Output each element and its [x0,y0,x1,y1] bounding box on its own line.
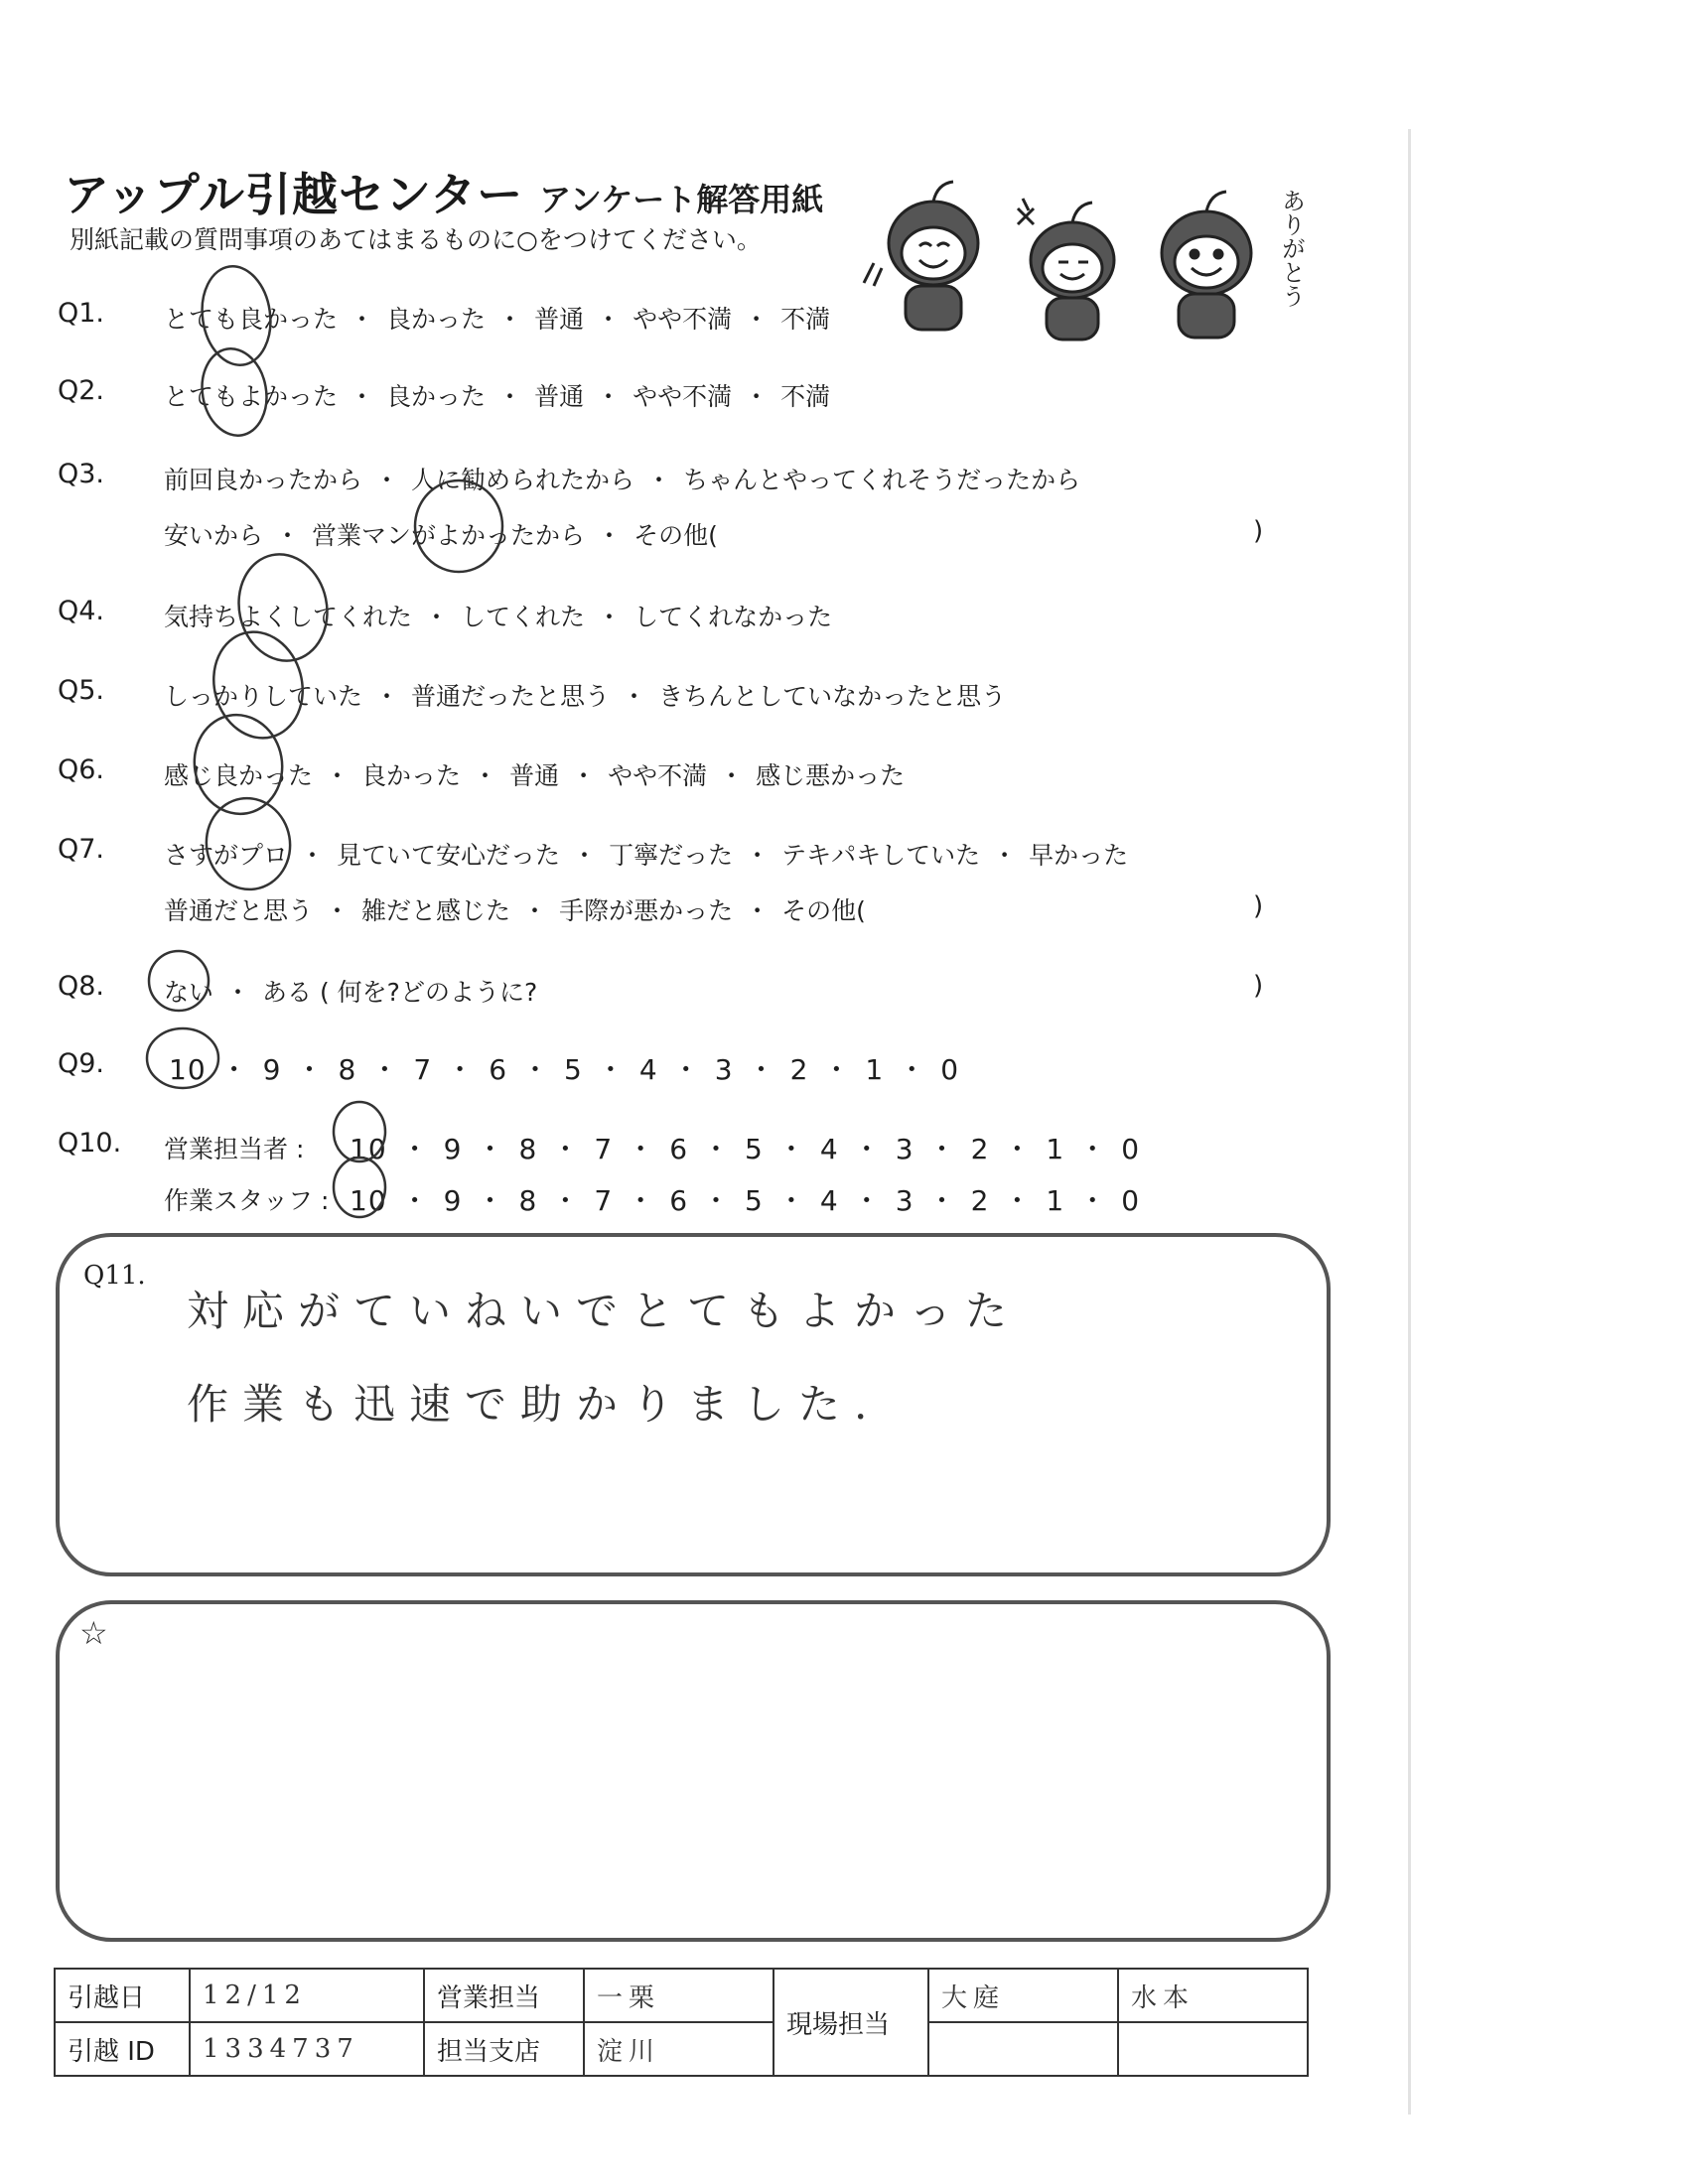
q10-sales-score[interactable]: ・ 4 [764,1133,839,1165]
q10-sales-score[interactable]: ・ 1 [989,1133,1064,1165]
q9-score[interactable]: ・ 2 [734,1053,809,1086]
q10-staff-score[interactable]: ・ 6 [613,1184,688,1217]
q9-score[interactable]: ・ 9 [207,1053,282,1086]
q10-staff-score[interactable]: ・ 2 [914,1184,990,1217]
q7-option[interactable]: 普通だと思う [164,896,314,925]
star-label: ☆ [79,1614,108,1652]
q4-option[interactable]: ・ してくれなかった [585,603,832,631]
q2-option[interactable]: ・ 良かった [338,382,486,411]
q6-option[interactable]: ・ 普通 [461,761,559,790]
move-id-value: 1334737 [190,2022,424,2076]
q10-sales-score[interactable]: ・ 2 [914,1133,990,1165]
q10-staff-score[interactable]: ・ 9 [387,1184,463,1217]
q5-option[interactable]: しっかりしていた [164,682,363,711]
q7-option[interactable]: ・ 手際が悪かった [510,896,733,925]
q3-option[interactable]: 前回良かったから [164,466,363,494]
q10-sales-score[interactable]: ・ 8 [462,1133,537,1165]
q1-option[interactable]: ・ 普通 [486,305,584,334]
q3-options-line1 [164,461,1080,496]
site-label: 現場担当 [774,1969,928,2076]
q7-other-close: ) [1253,891,1264,921]
monkey-mascots-illustration [854,169,1321,347]
q2-option[interactable]: とてもよかった [164,382,339,411]
q10-staff-score[interactable]: ・ 4 [764,1184,839,1217]
q2-option[interactable]: ・ やや不満 [584,382,732,411]
q10-sales-label: 営業担当者 : [164,1135,305,1163]
q2-options [164,377,830,413]
q4-label: Q4. [58,596,105,626]
q7-label: Q7. [58,834,105,865]
q6-label: Q6. [58,754,105,785]
q7-options-line2 [164,891,866,927]
sales-value: 一栗 [584,1969,774,2022]
q10-staff-score[interactable]: ・ 7 [537,1184,613,1217]
site-staff-empty-2 [1118,2022,1308,2076]
q10-sales-score[interactable]: ・ 7 [537,1133,613,1165]
q10-staff-scale [350,1179,1140,1219]
q7-option[interactable]: ・ 丁寧だった [560,841,733,870]
form-title [64,159,823,224]
q10-staff-score[interactable]: ・ 3 [839,1184,914,1217]
site-staff-empty-1 [928,2022,1118,2076]
q9-score[interactable]: ・ 6 [432,1053,507,1086]
q6-option[interactable]: ・ 良かった [313,761,461,790]
q3-option[interactable]: ・ 人に勧められたから [362,466,634,494]
q9-score[interactable]: ・ 8 [281,1053,356,1086]
q3-label: Q3. [58,459,105,489]
q1-label: Q1. [58,298,105,329]
move-date-label: 引越日 [55,1969,190,2022]
branch-value: 淀川 [584,2022,774,2076]
q7-option[interactable]: ・ テキパキしていた [733,841,980,870]
q10-sales-scale [350,1128,1140,1167]
q1-option[interactable]: ・ やや不満 [584,305,732,334]
q8-options [164,973,537,1009]
q1-option[interactable]: とても良かった [164,305,339,334]
q10-staff-score[interactable]: ・ 5 [688,1184,764,1217]
q10-sales-score[interactable]: 10 [350,1133,387,1165]
q10-staff-score[interactable]: ・ 8 [462,1184,537,1217]
q2-label: Q2. [58,375,105,406]
q6-option[interactable]: ・ 感じ悪かった [707,761,905,790]
move-date-value: 12/12 [190,1969,424,2022]
footer-info-table [54,1968,1309,2077]
q6-option[interactable]: ・ やや不満 [559,761,707,790]
q11-comment-line1: 対応がていねいでとてもよかった [187,1287,1022,1335]
site-staff-2: 水本 [1118,1969,1308,2022]
q5-label: Q5. [58,675,105,706]
q3-option[interactable]: 安いから [164,521,264,550]
form-subtitle: アンケート解答用紙 [539,181,824,218]
mascot-thanks-text: ありがとう [1277,189,1305,308]
q10-sales-score[interactable]: ・ 9 [387,1133,463,1165]
q7-option[interactable]: ・ 早かった [980,841,1128,870]
q6-option[interactable]: 感じ良かった [164,761,314,790]
q9-score[interactable]: ・ 3 [658,1053,734,1086]
q7-option-other[interactable]: ・ その他( [733,896,866,925]
q9-score[interactable]: ・ 5 [507,1053,583,1086]
q3-options-line2 [164,516,718,552]
sales-label: 営業担当 [424,1969,584,2022]
q6-options [164,756,905,792]
move-id-label: 引越 ID [55,2022,190,2076]
q1-options [164,300,830,336]
branch-label: 担当支店 [424,2022,584,2076]
q10-sales-score[interactable]: ・ 0 [1064,1133,1140,1165]
q2-option[interactable]: ・ 不満 [732,382,830,411]
q9-score[interactable]: ・ 1 [808,1053,884,1086]
q7-options-line1 [164,836,1128,872]
instructions: 別紙記載の質問事項のあてはまるものに○をつけてください。 [70,225,762,254]
q10-staff-score[interactable]: ・ 1 [989,1184,1064,1217]
q10-sales-score[interactable]: ・ 3 [839,1133,914,1165]
q8-label: Q8. [58,971,105,1002]
q9-score[interactable]: ・ 4 [583,1053,658,1086]
star-comment-box[interactable] [56,1600,1331,1942]
q1-option[interactable]: ・ 不満 [732,305,830,334]
q8-close: ) [1253,971,1264,1001]
q1-option[interactable]: ・ 良かった [338,305,486,334]
site-staff-1: 大庭 [928,1969,1118,2022]
q5-option[interactable]: ・ 普通だったと思う [362,682,610,711]
q5-options [164,677,1006,713]
q9-scale [169,1048,959,1088]
q10-label: Q10. [58,1128,122,1159]
q9-score[interactable]: ・ 0 [884,1053,959,1086]
q3-option[interactable]: ・ 営業マンがよかったから [263,521,585,550]
scan-page-edge [1408,129,1411,2115]
q9-score[interactable]: ・ 7 [356,1053,432,1086]
q11-label: Q11. [83,1261,146,1291]
company-name: アップル引越センター [64,168,524,221]
q4-option[interactable]: ・ してくれた [412,603,585,631]
q5-option[interactable]: ・ きちんとしていなかったと思う [610,682,1006,711]
q10-staff-score[interactable]: ・ 0 [1064,1184,1140,1217]
q3-other-close: ) [1253,516,1264,546]
q3-option[interactable]: ・ ちゃんとやってくれそうだったから [634,466,1080,494]
q8-option-yes[interactable]: ・ ある ( 何を?どのように? [213,978,537,1007]
q10-staff-label: 作業スタッフ : [164,1186,330,1215]
q9-score[interactable]: 10 [169,1053,207,1086]
q7-option[interactable]: ・ 見ていて安心だった [288,841,560,870]
q10-sales-score[interactable]: ・ 5 [688,1133,764,1165]
q10-sales-score[interactable]: ・ 6 [613,1133,688,1165]
q10-staff-score[interactable]: 10 [350,1184,387,1217]
q3-option-other[interactable]: ・ その他( [585,521,718,550]
q4-option[interactable]: 気持ちよくしてくれた [164,603,413,631]
q2-option[interactable]: ・ 普通 [486,382,584,411]
q8-option-none[interactable]: ない [164,978,214,1007]
q7-option[interactable]: ・ 雑だと感じた [313,896,510,925]
q7-option[interactable]: さすがプロ [164,841,289,870]
q4-options [164,598,832,633]
q11-comment-line2: 作業も迅速で助かりました. [187,1380,882,1429]
q9-label: Q9. [58,1048,105,1079]
